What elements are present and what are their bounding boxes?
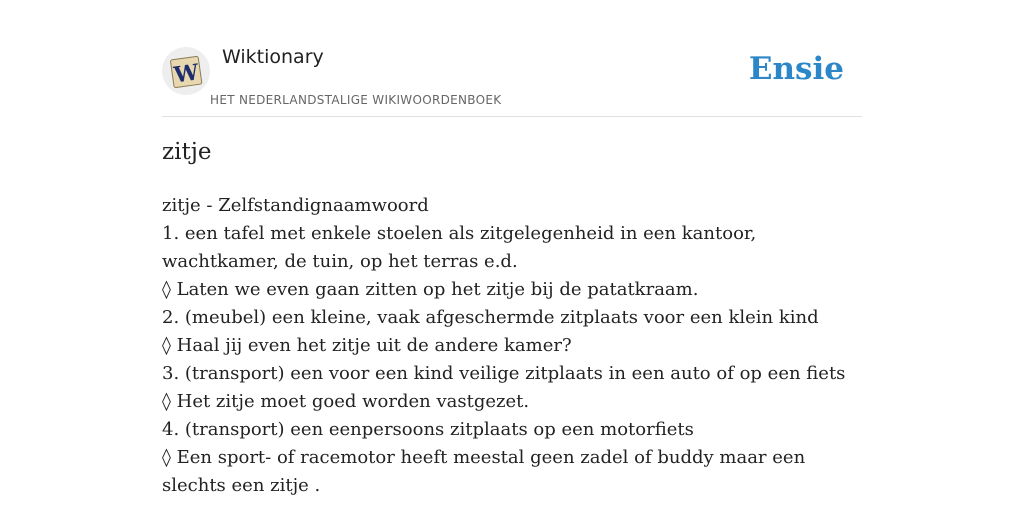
example-3: ◊ Het zitje moet goed worden vastgezet.	[162, 391, 530, 412]
site-name[interactable]: Wiktionary	[222, 46, 324, 68]
svg-text:W: W	[172, 59, 201, 89]
definition-body	[162, 192, 864, 500]
site-tagline: HET NEDERLANDSTALIGE WIKIWOORDENBOEK	[210, 93, 502, 107]
page	[162, 0, 862, 496]
ensie-brand-link[interactable]: Ensie	[748, 51, 844, 87]
example-2: ◊ Haal jij even het zitje uit de andere kamer?	[162, 335, 572, 356]
definition-3: 3. (transport) een voor een kind veilige zitplaats in een auto of op een fiets	[162, 363, 846, 384]
example-1: ◊ Laten we even gaan zitten op het zitje bij de patatkraam.	[162, 279, 699, 300]
example-4: ◊ Een sport- of racemotor heeft meestal geen zadel of buddy maar een slechts een zitje .	[162, 447, 806, 496]
wiktionary-logo-icon[interactable]	[162, 47, 210, 95]
page-title: zitje	[162, 139, 212, 165]
definition-4: 4. (transport) een eenpersoons zitplaats op een motorfiets	[162, 419, 694, 440]
definition-1: 1. een tafel met enkele stoelen als zitgelegenheid in een kantoor, wachtkamer, de tuin, op het terras e.d.	[162, 223, 757, 272]
definition-2: 2. (meubel) een kleine, vaak afgeschermde zitplaats voor een klein kind	[162, 307, 819, 328]
site-header	[162, 0, 862, 117]
part-of-speech-line: zitje - Zelfstandignaamwoord	[162, 195, 429, 216]
